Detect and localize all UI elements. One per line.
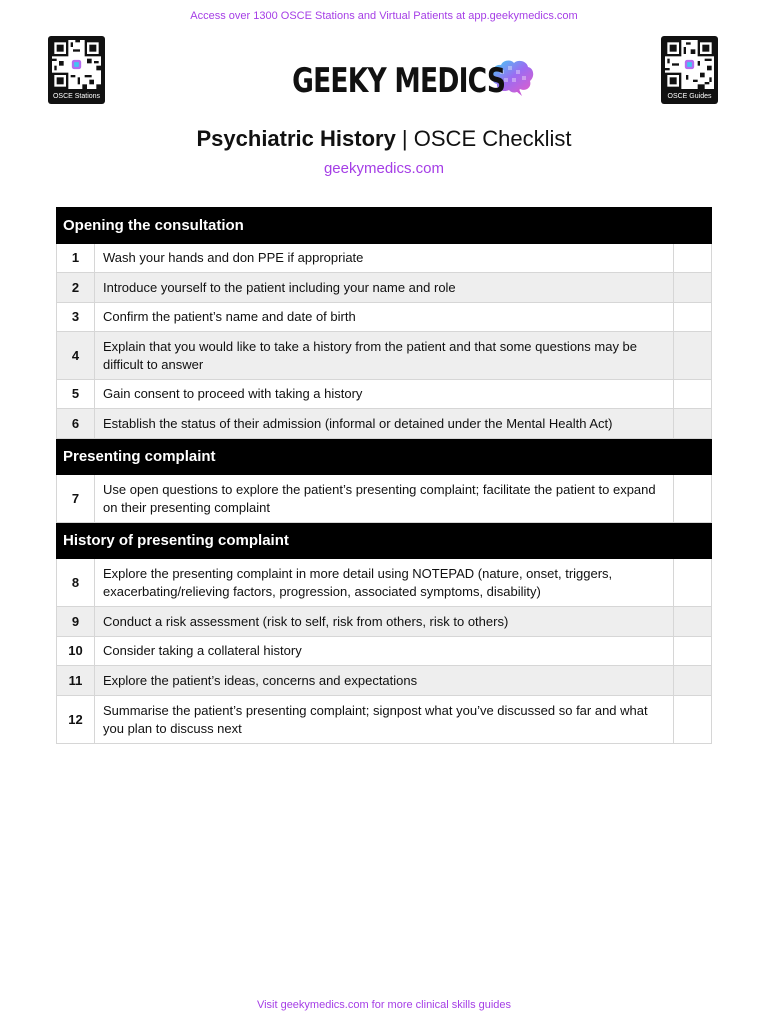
logo — [0, 58, 768, 103]
checklist-row — [57, 559, 712, 607]
qr-caption: OSCE Guides — [667, 93, 712, 100]
checklist-table — [56, 207, 712, 744]
item-text: Consider taking a collateral history — [95, 637, 674, 666]
checklist-row — [57, 637, 712, 666]
item-text: Explain that you would like to take a history from the patient and that some questions may be difficult to answer — [95, 332, 674, 380]
item-checkbox[interactable] — [674, 559, 712, 607]
page-title — [0, 126, 768, 152]
item-number: 8 — [57, 559, 95, 607]
title-separator: | — [395, 126, 414, 151]
checklist-row — [57, 273, 712, 303]
item-number: 11 — [57, 666, 95, 696]
item-number: 7 — [57, 475, 95, 523]
item-number: 12 — [57, 696, 95, 744]
top-banner-link[interactable]: Access over 1300 OSCE Stations and Virtual Patients at app.geekymedics.com — [190, 10, 578, 22]
item-checkbox[interactable] — [674, 332, 712, 380]
checklist-row — [57, 303, 712, 332]
page-title-sub: OSCE Checklist — [413, 126, 572, 151]
item-number: 5 — [57, 380, 95, 409]
section-header — [57, 439, 712, 475]
item-number: 10 — [57, 637, 95, 666]
item-number: 6 — [57, 409, 95, 439]
item-checkbox[interactable] — [674, 666, 712, 696]
item-text: Explore the presenting complaint in more detail using NOTEPAD (nature, onset, triggers, exacerbating/relieving factors, progression, associated symptoms, disability) — [95, 559, 674, 607]
footer-link[interactable]: Visit geekymedics.com for more clinical skills guides — [256, 999, 512, 1011]
checklist-row — [57, 332, 712, 380]
item-text: Explore the patient’s ideas, concerns and expectations — [95, 666, 674, 696]
section-header — [57, 523, 712, 559]
checklist-row — [57, 607, 712, 637]
checklist-row — [57, 244, 712, 273]
item-checkbox[interactable] — [674, 273, 712, 303]
item-text: Summarise the patient’s presenting complaint; signpost what you’ve discussed so far and what you plan to discuss next — [95, 696, 674, 744]
item-text: Conduct a risk assessment (risk to self, risk from others, risk to others) — [95, 607, 674, 637]
checklist-row — [57, 475, 712, 523]
item-checkbox[interactable] — [674, 637, 712, 666]
item-text: Confirm the patient’s name and date of birth — [95, 303, 674, 332]
checklist-row — [57, 696, 712, 744]
item-number: 2 — [57, 273, 95, 303]
item-checkbox[interactable] — [674, 475, 712, 523]
item-checkbox[interactable] — [674, 244, 712, 273]
item-number: 9 — [57, 607, 95, 637]
qr-caption: OSCE Stations — [52, 93, 101, 100]
section-header — [57, 208, 712, 244]
checklist-row — [57, 409, 712, 439]
item-checkbox[interactable] — [674, 607, 712, 637]
item-text: Establish the status of their admission (informal or detained under the Mental Health Act) — [95, 409, 674, 439]
item-checkbox[interactable] — [674, 303, 712, 332]
item-text: Introduce yourself to the patient including your name and role — [95, 273, 674, 303]
checklist-row — [57, 666, 712, 696]
section-title: Presenting complaint — [57, 439, 712, 475]
item-number: 4 — [57, 332, 95, 380]
item-number: 1 — [57, 244, 95, 273]
page-title-main: Psychiatric History — [196, 126, 396, 151]
item-number: 3 — [57, 303, 95, 332]
item-checkbox[interactable] — [674, 380, 712, 409]
logo-text: GEEKY MEDICS — [292, 60, 506, 101]
item-checkbox[interactable] — [674, 696, 712, 744]
item-text: Wash your hands and don PPE if appropriate — [95, 244, 674, 273]
section-title: Opening the consultation — [57, 208, 712, 244]
item-text: Use open questions to explore the patient’s presenting complaint; facilitate the patient to expand on their presenting complaint — [95, 475, 674, 523]
item-checkbox[interactable] — [674, 409, 712, 439]
site-link[interactable]: geekymedics.com — [323, 160, 445, 177]
section-title: History of presenting complaint — [57, 523, 712, 559]
checklist-row — [57, 380, 712, 409]
item-text: Gain consent to proceed with taking a history — [95, 380, 674, 409]
